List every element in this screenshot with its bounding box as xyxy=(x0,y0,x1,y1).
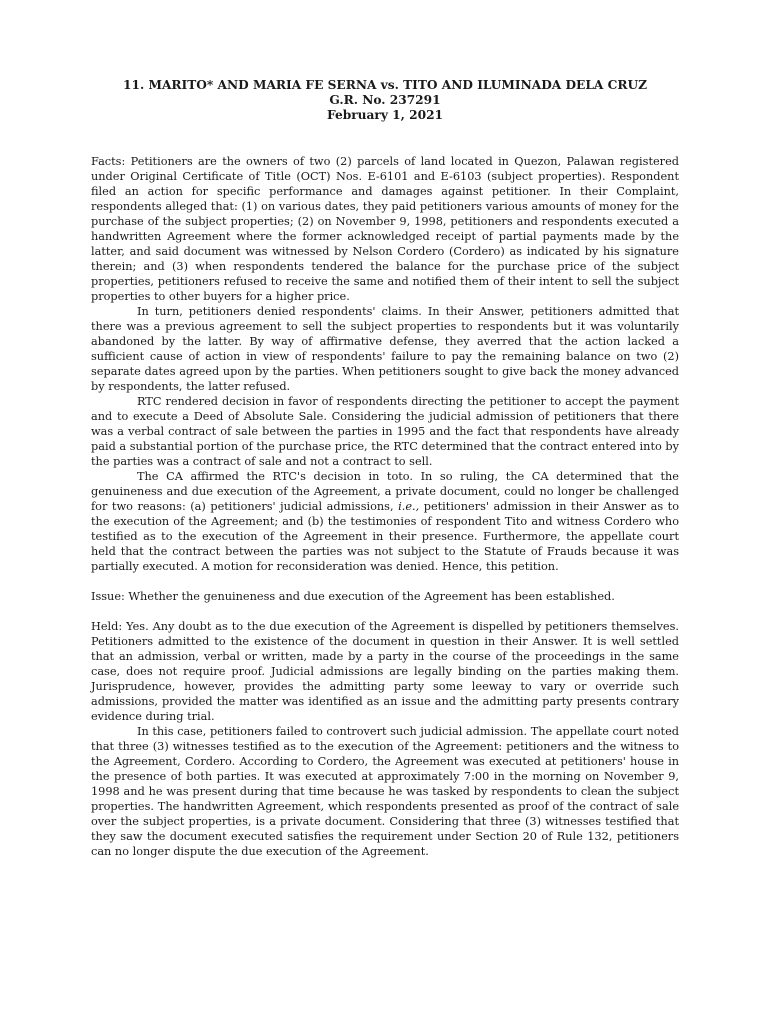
decision-date: February 1, 2021 xyxy=(326,108,444,122)
case-digest-body xyxy=(91,154,679,859)
facts-paragraph-3: RTC rendered decision in favor of respondents directing the petitioner to accept the payment and to execute a Deed of Absolute Sale. Considering the judicial admission of petitioners that there was a verbal contract of sale between the parties in 1995 and the fact that respondents have already paid a substantial portion of the purchase price, the RTC determined that the contract entered into by the parties was a contract of sale and not a contract to sell. xyxy=(91,395,679,468)
facts-paragraph-4-part-a: The CA affirmed the RTC's decision in toto. In so ruling, the CA determined that the genuineness and due execution of the Agreement, a private document, could no longer be challenged for two reasons: (a) petitioners' judicial admissions, xyxy=(91,470,679,513)
issue-paragraph: Issue: Whether the genuineness and due execution of the Agreement has been established. xyxy=(91,590,615,603)
facts-paragraph-4 xyxy=(91,469,679,574)
document-page xyxy=(91,78,679,859)
facts-paragraph-4-part-b: petitioners' admission in their Answer as to the execution of the Agreement; and (b) the testimonies of respondent Tito and witness Cordero who testified as to the execution of the Agreement in their presence. Furthermore, the appellate court held that the contract between the parties was not subject to the Statute of Frauds because it was partially executed. A motion for reconsideration was denied. Hence, this petition. xyxy=(91,500,680,573)
held-paragraph-1: Held: Yes. Any doubt as to the due execution of the Agreement is dispelled by petitioners themselves. Petitioners admitted to the existence of the document in question in their Answer. It is well settled that an admission, verbal or written, made by a party in the course of the proceedings in the same case, does not require proof. Judicial admissions are legally binding on the parties making them. Jurisprudence, however, provides the admitting party some leeway to vary or override such admissions, provided the matter was identified as an issue and the admitting party presents contrary evidence during trial. xyxy=(91,620,679,723)
gr-number: G.R. No. 237291 xyxy=(329,93,441,107)
case-title: 11. MARITO* AND MARIA FE SERNA vs. TITO AND ILUMINADA DELA CRUZ xyxy=(123,78,647,92)
facts-paragraph-4-ie: i.e., xyxy=(398,500,420,513)
facts-paragraph-2: In turn, petitioners denied respondents' claims. In their Answer, petitioners admitted that there was a previous agreement to sell the subject properties to respondents but it was voluntarily abandoned by the latter. By way of affirmative defense, they averred that the action lacked a sufficient cause of action in view of respondents' failure to pay the remaining balance on two (2) separate dates agreed upon by the parties. When petitioners sought to give back the money advanced by respondents, the latter refused. xyxy=(91,305,679,393)
facts-paragraph-1: Facts: Petitioners are the owners of two (2) parcels of land located in Quezon, Palawan registered under Original Certificate of Title (OCT) Nos. E-6101 and E-6103 (subject properties). Respondent filed an action for specific performance and damages against petitioner. In their Complaint, respondents alleged that: (1) on various dates, they paid petitioners various amounts of money for the purchase of the subject properties; (2) on November 9, 1998, petitioners and respondents executed a handwritten Agreement where the former acknowledged receipt of partial payments made by the latter, and said document was witnessed by Nelson Cordero (Cordero) as indicated by his signature therein; and (3) when respondents tendered the balance for the purchase price of the subject properties, petitioners refused to receive the same and notified them of their intent to sell the subject properties to other buyers for a higher price. xyxy=(91,155,679,303)
case-header xyxy=(91,78,679,123)
held-paragraph-2: In this case, petitioners failed to controvert such judicial admission. The appellate court noted that three (3) witnesses testified as to the execution of the Agreement: petitioners and the witness to the Agreement, Cordero. According to Cordero, the Agreement was executed at petitioners' house in the presence of both parties. It was executed at approximately 7:00 in the morning on November 9, 1998 and he was present during that time because he was tasked by respondents to clean the subject properties. The handwritten Agreement, which respondents presented as proof of the contract of sale over the subject properties, is a private document. Considering that three (3) witnesses testified that they saw the document executed satisfies the requirement under Section 20 of Rule 132, petitioners can no longer dispute the due execution of the Agreement. xyxy=(91,725,679,858)
